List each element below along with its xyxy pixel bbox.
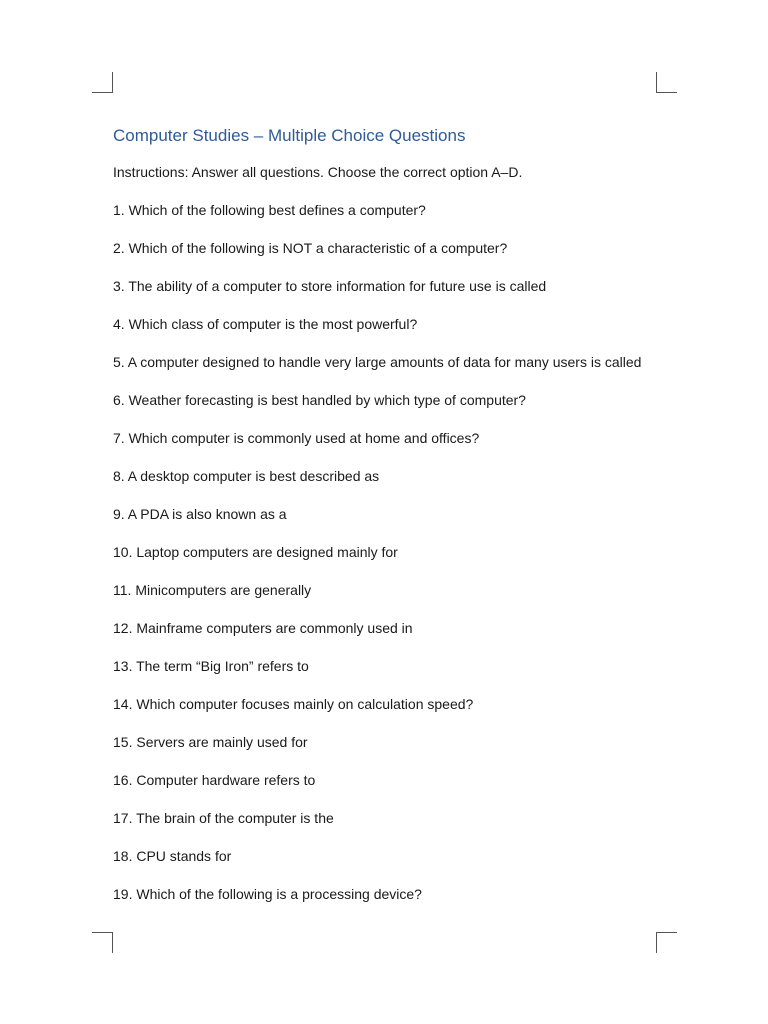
question-item: 19. Which of the following is a processing device?: [113, 886, 422, 902]
question-item: 11. Minicomputers are generally: [113, 582, 312, 598]
question-item: 9. A PDA is also known as a: [113, 506, 287, 522]
crop-mark-top-right: [656, 72, 677, 93]
question-list: [113, 201, 643, 903]
question-item: 3. The ability of a computer to store information for future use is called: [113, 278, 547, 294]
question-item: 2. Which of the following is NOT a characteristic of a computer?: [113, 240, 508, 256]
document-body: [113, 124, 643, 903]
question-item: 15. Servers are mainly used for: [113, 734, 308, 750]
question-item: 10. Laptop computers are designed mainly for: [113, 544, 398, 560]
crop-mark-bottom-right: [656, 932, 677, 953]
question-item: 1. Which of the following best defines a computer?: [113, 202, 426, 218]
question-item: 8. A desktop computer is best described as: [113, 468, 380, 484]
crop-mark-bottom-left: [92, 932, 113, 953]
question-item: 13. The term “Big Iron” refers to: [113, 658, 309, 674]
question-item: 6. Weather forecasting is best handled by which type of computer?: [113, 392, 526, 408]
question-item: 14. Which computer focuses mainly on calculation speed?: [113, 696, 474, 712]
question-item: 17. The brain of the computer is the: [113, 810, 334, 826]
question-item: 18. CPU stands for: [113, 848, 232, 864]
question-item: 5. A computer designed to handle very large amounts of data for many users is called: [113, 354, 642, 370]
question-item: 16. Computer hardware refers to: [113, 772, 316, 788]
document-title: Computer Studies – Multiple Choice Questions: [113, 126, 466, 145]
question-item: 4. Which class of computer is the most powerful?: [113, 316, 418, 332]
question-item: 12. Mainframe computers are commonly used in: [113, 620, 413, 636]
question-item: 7. Which computer is commonly used at home and offices?: [113, 430, 480, 446]
instructions-text: Instructions: Answer all questions. Choose the correct option A–D.: [113, 164, 523, 180]
crop-mark-top-left: [92, 72, 113, 93]
